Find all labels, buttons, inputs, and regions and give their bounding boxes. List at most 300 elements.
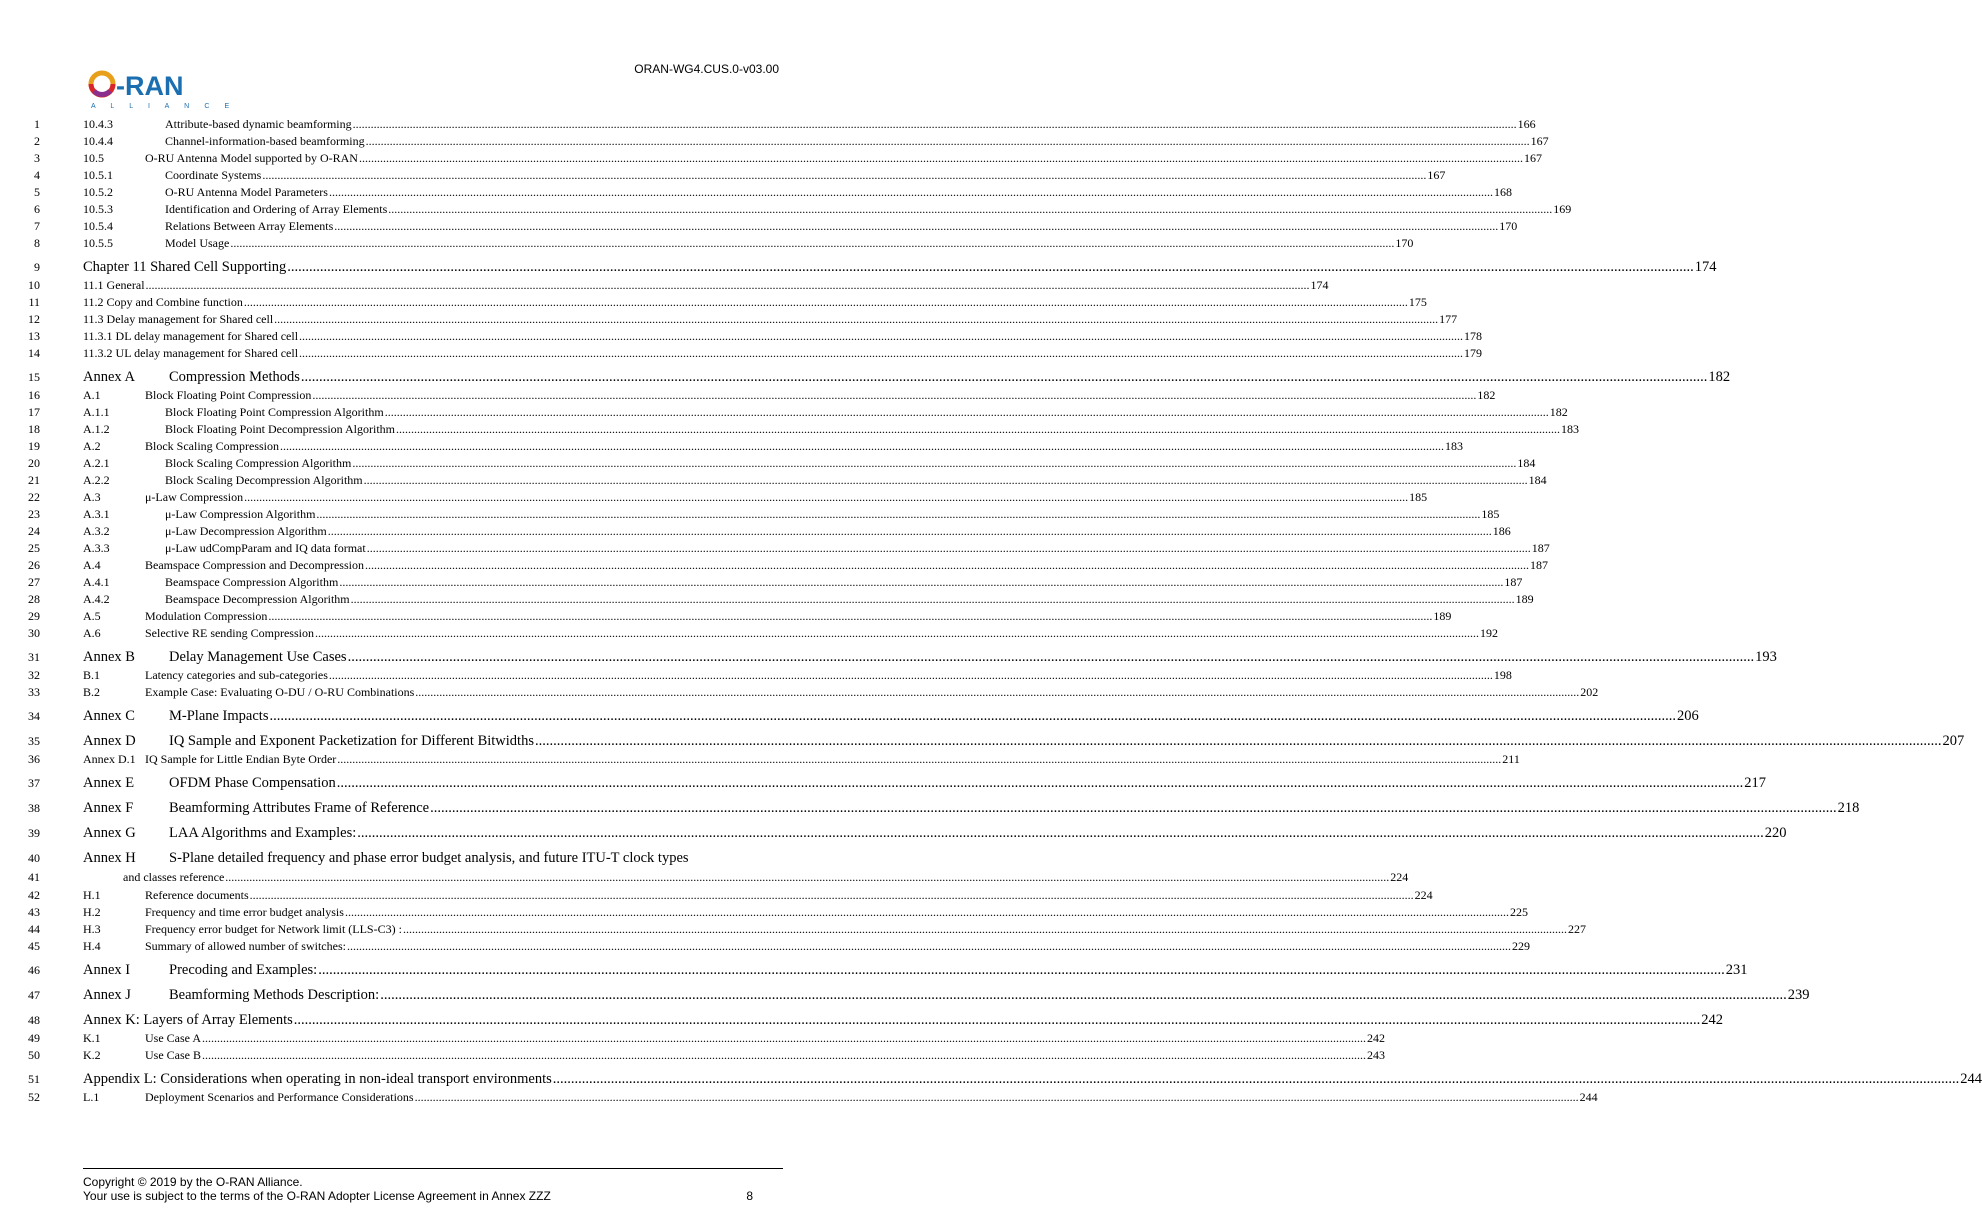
toc-entry-title[interactable]: Use Case B (145, 1048, 201, 1062)
toc-page-number: 182 (1549, 405, 1568, 419)
line-number: 5 (34, 185, 40, 199)
toc-entry-title[interactable]: Modulation Compression (145, 609, 268, 623)
toc-leader-dots (388, 201, 1552, 218)
toc-entry-title[interactable]: Attribute-based dynamic beamforming (165, 117, 352, 131)
toc-line[interactable] (0, 904, 1528, 921)
line-number: 42 (28, 888, 40, 902)
line-number: 15 (28, 370, 40, 384)
toc-entry-title[interactable]: Chapter 11 Shared Cell Supporting (83, 259, 287, 275)
toc-line[interactable] (0, 1047, 1385, 1064)
toc-entry-number: Annex I (83, 962, 131, 978)
toc-line[interactable] (0, 731, 1965, 751)
toc-entry-number: Annex J (83, 987, 131, 1003)
toc-leader-dots (403, 921, 1567, 938)
toc-line[interactable] (0, 1010, 1724, 1030)
toc-line[interactable] (0, 684, 1599, 701)
toc-line[interactable] (0, 367, 1731, 387)
toc-line[interactable] (0, 557, 1548, 574)
toc-page-number: 187 (1504, 575, 1523, 589)
toc-line[interactable] (0, 116, 1536, 133)
line-number: 43 (28, 905, 40, 919)
toc-page-number: 189 (1433, 609, 1452, 623)
toc-entry-title[interactable]: 11.3.1 DL delay management for Shared cell (83, 329, 299, 343)
toc-entry-title[interactable]: and classes reference (123, 870, 225, 884)
line-number: 25 (28, 541, 40, 555)
toc-leader-dots (353, 116, 1517, 133)
toc-page-number: 242 (1701, 1012, 1724, 1028)
toc-line[interactable] (0, 506, 1500, 523)
toc-page-number: 211 (1502, 752, 1520, 766)
toc-leader-dots (316, 506, 1480, 523)
toc-entry-title[interactable]: Reference documents (145, 888, 249, 902)
toc-leader-dots (535, 731, 1942, 751)
toc-entry-title[interactable]: Block Floating Point Decompression Algorithm (165, 422, 395, 436)
toc-entry-title[interactable]: Selective RE sending Compression (145, 626, 314, 640)
toc-leader-dots (262, 167, 1426, 184)
toc-entry-title[interactable]: μ-Law Compression Algorithm (165, 507, 316, 521)
toc-line[interactable] (0, 751, 1520, 768)
toc-page-number: 168 (1493, 185, 1512, 199)
license-notice: Your use is subject to the terms of the O-RAN Adopter License Agreement in Annex ZZZ (83, 1189, 551, 1203)
toc-page-number: 166 (1517, 117, 1536, 131)
toc-line[interactable] (0, 868, 1409, 887)
line-number: 28 (28, 592, 40, 606)
toc-entry-title[interactable]: Deployment Scenarios and Performance Considerations (145, 1090, 414, 1104)
toc-page-number: 174 (1310, 278, 1329, 292)
toc-line[interactable] (0, 985, 1810, 1005)
toc-entry-number: A.1.2 (83, 422, 110, 436)
oran-logo (88, 68, 236, 110)
toc-leader-dots (359, 150, 1523, 167)
line-number: 27 (28, 575, 40, 589)
line-number: 49 (28, 1031, 40, 1045)
toc-entry-number: A.4.1 (83, 575, 110, 589)
toc-entry-number: Annex D (83, 733, 136, 749)
toc-line[interactable] (0, 625, 1498, 642)
toc-line[interactable] (0, 421, 1579, 438)
toc-entry-title[interactable]: Frequency error budget for Network limit (LLS-C3) : (145, 922, 402, 936)
toc-entry-title[interactable]: Summary of allowed number of switches: (145, 939, 346, 953)
toc-entry-title[interactable]: O-RU Antenna Model Parameters (165, 185, 328, 199)
toc-page-number: 206 (1676, 708, 1699, 724)
toc-line[interactable] (0, 706, 1699, 726)
toc-entry-title[interactable]: Beamspace Decompression Algorithm (165, 592, 350, 606)
toc-leader-dots (385, 404, 1549, 421)
line-number: 40 (28, 851, 40, 865)
toc-leader-dots (329, 184, 1493, 201)
toc-entry-title[interactable]: Beamforming Attributes Frame of Reference (169, 800, 430, 816)
line-number: 19 (28, 439, 40, 453)
toc-entry-number: Annex B (83, 649, 135, 665)
toc-line[interactable] (0, 218, 1518, 235)
toc-line[interactable] (0, 1030, 1385, 1047)
toc-page-number: 242 (1367, 1031, 1385, 1045)
toc-leader-dots (345, 904, 1509, 921)
toc-page-number: 178 (1464, 329, 1483, 343)
toc-entry-number: Annex D.1 (83, 752, 136, 766)
toc-page-number: 184 (1528, 473, 1547, 487)
toc-entry-number: Annex H (83, 850, 136, 866)
toc-entry-title[interactable]: Relations Between Array Elements (165, 219, 334, 233)
toc-entry-number: 10.5 (83, 151, 104, 165)
toc-entry-title[interactable]: S-Plane detailed frequency and phase error budget analysis, and future ITU-T clock types (169, 850, 689, 866)
toc-line[interactable] (0, 591, 1534, 608)
toc-entry-number: 10.5.2 (83, 185, 113, 199)
toc-entry-title[interactable]: μ-Law udCompParam and IQ data format (165, 541, 366, 555)
copyright-notice: Copyright © 2019 by the O-RAN Alliance. (83, 1175, 303, 1189)
toc-line[interactable] (0, 1069, 1982, 1089)
toc-entry-title[interactable]: μ-Law Compression (145, 490, 244, 504)
toc-page-number: 220 (1764, 825, 1787, 841)
toc-leader-dots (351, 591, 1515, 608)
toc-line[interactable] (0, 257, 1717, 277)
toc-leader-dots (287, 257, 1694, 277)
toc-page-number: 198 (1493, 668, 1512, 682)
toc-line[interactable] (0, 201, 1572, 218)
toc-page-number: 244 (1960, 1071, 1982, 1087)
toc-page-number: 224 (1414, 888, 1433, 902)
toc-entry-number: B.2 (83, 685, 101, 699)
line-number: 46 (28, 963, 40, 977)
toc-page-number: 187 (1529, 558, 1548, 572)
toc-line[interactable] (0, 823, 1787, 843)
toc-leader-dots (146, 277, 1310, 294)
line-number: 50 (28, 1048, 40, 1062)
toc-leader-dots (301, 367, 1708, 387)
toc-entry-title[interactable]: Beamspace Compression Algorithm (165, 575, 339, 589)
toc-page-number: 170 (1499, 219, 1518, 233)
toc-leader-dots (364, 472, 1528, 489)
toc-line[interactable] (0, 133, 1549, 150)
line-number: 7 (34, 219, 40, 233)
toc-entry-title[interactable]: Example Case: Evaluating O-DU / O-RU Combinations (145, 685, 415, 699)
toc-entry-title[interactable]: M-Plane Impacts (169, 708, 269, 724)
toc-page-number: 218 (1837, 800, 1860, 816)
toc-leader-dots (299, 345, 1463, 362)
toc-leader-dots (202, 1030, 1366, 1047)
toc-entry-number: A.2 (83, 439, 101, 453)
toc-entry-title[interactable]: Block Scaling Compression Algorithm (165, 456, 352, 470)
toc-entry-number: A.4 (83, 558, 101, 572)
toc-line[interactable] (0, 277, 1329, 294)
toc-page-number: 170 (1395, 236, 1414, 250)
toc-line[interactable] (0, 667, 1512, 684)
toc-line[interactable] (0, 472, 1547, 489)
line-number: 6 (34, 202, 40, 216)
line-number: 51 (28, 1072, 40, 1086)
toc-entry-number: A.1.1 (83, 405, 110, 419)
toc-page-number: 202 (1580, 685, 1599, 699)
toc-entry-title[interactable]: Block Scaling Decompression Algorithm (165, 473, 363, 487)
toc-entry-title[interactable]: OFDM Phase Compensation (169, 775, 336, 791)
toc-entry-number: 10.5.5 (83, 236, 113, 250)
toc-entry-number: 10.5.3 (83, 202, 113, 216)
toc-page-number: 207 (1942, 733, 1965, 749)
line-number: 14 (28, 346, 40, 360)
toc-leader-dots (269, 706, 1676, 726)
document-id: ORAN-WG4.CUS.0-v03.00 (634, 62, 779, 76)
toc-page-number: 192 (1479, 626, 1498, 640)
toc-entry-number: K.1 (83, 1031, 101, 1045)
toc-entry-title[interactable]: 11.3 Delay management for Shared cell (83, 312, 274, 326)
toc-entry-number: A.3.1 (83, 507, 110, 521)
line-number: 8 (34, 236, 40, 250)
toc-entry-title[interactable]: Latency categories and sub-categories (145, 668, 328, 682)
toc-page-number: 185 (1481, 507, 1500, 521)
toc-leader-dots (299, 328, 1463, 345)
toc-line[interactable] (0, 574, 1523, 591)
toc-page-number: 217 (1744, 775, 1766, 791)
toc-page-number: 169 (1553, 202, 1572, 216)
toc-entry-title[interactable]: Coordinate Systems (165, 168, 262, 182)
toc-leader-dots (396, 421, 1560, 438)
toc-entry-number: A.6 (83, 626, 101, 640)
toc-page-number: 224 (1390, 870, 1409, 884)
toc-leader-dots (274, 311, 1438, 328)
toc-entry-number: Annex C (83, 708, 135, 724)
line-number: 33 (28, 685, 40, 699)
toc-leader-dots (348, 647, 1755, 667)
toc-entry-title[interactable]: 11.2 Copy and Combine function (83, 295, 243, 309)
toc-page-number: 227 (1567, 922, 1586, 936)
toc-line[interactable] (0, 311, 1458, 328)
logo-subtext: A L L I A N C E (91, 103, 236, 110)
toc-leader-dots (365, 557, 1529, 574)
toc-entry-number: Annex E (83, 775, 135, 791)
toc-entry-number: L.1 (83, 1090, 100, 1104)
line-number: 13 (28, 329, 40, 343)
toc-page-number: 183 (1445, 439, 1463, 453)
toc-page-number: 244 (1579, 1090, 1598, 1104)
toc-entry-number: 10.4.3 (83, 117, 113, 131)
line-number: 41 (28, 870, 40, 884)
line-number: 20 (28, 456, 40, 470)
line-number: 12 (28, 312, 40, 326)
toc-leader-dots (244, 489, 1408, 506)
toc-page-number: 185 (1409, 490, 1428, 504)
toc-entry-number: H.3 (83, 922, 101, 936)
toc-line[interactable] (0, 647, 1777, 667)
toc-page-number: 167 (1427, 168, 1446, 182)
line-number: 48 (28, 1013, 40, 1027)
toc-entry-title[interactable]: O-RU Antenna Model supported by O-RAN (145, 151, 358, 165)
toc-page-number: 231 (1725, 962, 1748, 978)
toc-entry-number: H.4 (83, 939, 101, 953)
toc-leader-dots (415, 684, 1579, 701)
toc-entry-number: 10.4.4 (83, 134, 113, 148)
toc-entry-title[interactable]: Compression Methods (169, 369, 300, 385)
toc-entry-number: Annex A (83, 369, 135, 385)
toc-line[interactable] (0, 887, 1433, 904)
line-number: 22 (28, 490, 40, 504)
line-number: 2 (34, 134, 40, 148)
toc-leader-dots (357, 823, 1764, 843)
toc-page-number: 167 (1530, 134, 1549, 148)
toc-entry-number: K.2 (83, 1048, 101, 1062)
line-number: 16 (28, 388, 40, 402)
line-number: 31 (28, 650, 40, 664)
line-number: 24 (28, 524, 40, 538)
toc-entry-title[interactable]: Block Floating Point Compression (145, 388, 312, 402)
line-number: 9 (34, 260, 40, 274)
toc-page-number: 189 (1515, 592, 1534, 606)
line-number: 21 (28, 473, 40, 487)
line-number: 29 (28, 609, 40, 623)
toc-entry-title[interactable]: LAA Algorithms and Examples: (169, 825, 357, 841)
toc-entry-title[interactable]: Annex K: Layers of Array Elements (83, 1012, 293, 1028)
toc-leader-dots (280, 438, 1444, 455)
toc-page-number: 177 (1439, 312, 1458, 326)
line-number: 47 (28, 988, 40, 1002)
toc-leader-dots (553, 1069, 1960, 1089)
toc-entry-number: A.1 (83, 388, 101, 402)
toc-line[interactable] (0, 184, 1512, 201)
toc-entry-title[interactable]: Beamforming Methods Description: (169, 987, 380, 1003)
line-number: 35 (28, 734, 40, 748)
toc-line[interactable] (0, 773, 1766, 793)
toc-page-number: 229 (1511, 939, 1530, 953)
toc-leader-dots (315, 625, 1479, 642)
toc-line[interactable] (0, 235, 1414, 252)
toc-line[interactable] (0, 404, 1568, 421)
line-number: 4 (34, 168, 40, 182)
line-number: 34 (28, 709, 40, 723)
toc-line[interactable] (0, 167, 1446, 184)
toc-line[interactable] (0, 798, 1860, 818)
toc-entry-title[interactable]: Identification and Ordering of Array Elements (165, 202, 388, 216)
toc-entry-title[interactable]: Delay Management Use Cases (169, 649, 347, 665)
line-number: 38 (28, 801, 40, 815)
toc-leader-dots (366, 133, 1530, 150)
toc-leader-dots (318, 960, 1725, 980)
toc-entry-number: 10.5.4 (83, 219, 113, 233)
toc-page-number: 243 (1367, 1048, 1385, 1062)
toc-leader-dots (202, 1047, 1366, 1064)
line-number: 32 (28, 668, 40, 682)
toc-page-number: 187 (1531, 541, 1550, 555)
toc-leader-dots (352, 455, 1516, 472)
toc-leader-dots (329, 667, 1493, 684)
line-number: 11 (28, 295, 40, 309)
toc-leader-dots (268, 608, 1432, 625)
toc-entry-title[interactable]: Appendix L: Considerations when operating in non-ideal transport environments (83, 1071, 552, 1087)
toc-leader-dots (244, 294, 1408, 311)
toc-entry-number: A.4.2 (83, 592, 110, 606)
toc-leader-dots (347, 938, 1511, 955)
toc-entry-number: 10.5.1 (83, 168, 113, 182)
line-number: 3 (34, 151, 40, 165)
toc-line[interactable] (0, 938, 1530, 955)
toc-entry-number: H.2 (83, 905, 101, 919)
toc-leader-dots (380, 985, 1787, 1005)
toc-page-number: 179 (1464, 346, 1483, 360)
toc-line[interactable] (0, 455, 1536, 472)
toc-entry-number: A.3.3 (83, 541, 110, 555)
toc-entry-number: A.2.2 (83, 473, 110, 487)
toc-line[interactable] (0, 294, 1427, 311)
page-number: 8 (746, 1189, 753, 1203)
logo-text: -RAN (116, 71, 184, 101)
toc-leader-dots (328, 523, 1492, 540)
toc-entry-number: B.1 (83, 668, 101, 682)
toc-leader-dots (367, 540, 1531, 557)
toc-entry-title[interactable]: Block Floating Point Compression Algorithm (165, 405, 384, 419)
toc-line[interactable] (0, 1089, 1598, 1106)
toc-entry-title[interactable]: Channel-information-based beamforming (165, 134, 365, 148)
toc-page-number: 193 (1755, 649, 1777, 665)
toc-entry-title[interactable]: Block Scaling Compression (145, 439, 279, 453)
page-footer (83, 1168, 783, 1203)
toc-leader-dots (250, 887, 1414, 904)
toc-page-number: 182 (1477, 388, 1496, 402)
line-number: 52 (28, 1090, 40, 1104)
table-of-contents (0, 116, 1982, 1106)
toc-leader-dots (339, 574, 1503, 591)
toc-entry-number: Annex F (83, 800, 134, 816)
toc-entry-number: A.5 (83, 609, 101, 623)
toc-entry-title[interactable]: Frequency and time error budget analysis (145, 905, 344, 919)
line-number: 44 (28, 922, 40, 936)
toc-line[interactable] (0, 540, 1550, 557)
toc-entry-title[interactable]: 11.1 General (83, 278, 145, 292)
toc-entry-title[interactable]: Precoding and Examples: (169, 962, 318, 978)
toc-leader-dots (294, 1010, 1701, 1030)
line-number: 39 (28, 826, 40, 840)
toc-entry-number: A.3.2 (83, 524, 110, 538)
toc-page-number: 184 (1517, 456, 1536, 470)
toc-line[interactable] (0, 608, 1452, 625)
toc-page-number: 225 (1509, 905, 1528, 919)
toc-leader-dots (312, 387, 1476, 404)
toc-entry-title[interactable]: Beamspace Compression and Decompression (145, 558, 364, 572)
toc-page-number: 167 (1523, 151, 1542, 165)
toc-page-number: 175 (1408, 295, 1427, 309)
toc-entry-title[interactable]: Model Usage (165, 236, 230, 250)
toc-entry-number: H.1 (83, 888, 101, 902)
line-number: 17 (28, 405, 40, 419)
toc-line[interactable] (0, 387, 1496, 404)
toc-entry-number: A.2.1 (83, 456, 110, 470)
line-number: 37 (28, 776, 40, 790)
toc-leader-dots (337, 773, 1744, 793)
toc-entry-title[interactable]: IQ Sample for Little Endian Byte Order (145, 752, 337, 766)
toc-leader-dots (230, 235, 1394, 252)
toc-leader-dots (337, 751, 1501, 768)
toc-line[interactable] (0, 960, 1748, 980)
toc-line[interactable] (0, 489, 1428, 506)
toc-line[interactable] (0, 345, 1483, 362)
toc-line[interactable] (0, 848, 869, 868)
line-number: 1 (34, 117, 40, 131)
line-number: 23 (28, 507, 40, 521)
line-number: 26 (28, 558, 40, 572)
line-number: 10 (28, 278, 40, 292)
toc-line[interactable] (0, 328, 1483, 345)
toc-entry-title[interactable]: 11.3.2 UL delay management for Shared cell (83, 346, 299, 360)
toc-page-number: 182 (1708, 369, 1731, 385)
toc-line[interactable] (0, 523, 1511, 540)
toc-entry-title[interactable]: Use Case A (145, 1031, 201, 1045)
toc-line[interactable] (0, 438, 1463, 455)
toc-page-number: 186 (1492, 524, 1511, 538)
toc-entry-title[interactable]: IQ Sample and Exponent Packetization for Different Bitwidths (169, 733, 534, 749)
toc-line[interactable] (0, 921, 1586, 938)
toc-leader-dots (430, 798, 1837, 818)
line-number: 45 (28, 939, 40, 953)
toc-entry-title[interactable]: μ-Law Decompression Algorithm (165, 524, 327, 538)
toc-leader-dots (334, 218, 1498, 235)
toc-line[interactable] (0, 150, 1542, 167)
